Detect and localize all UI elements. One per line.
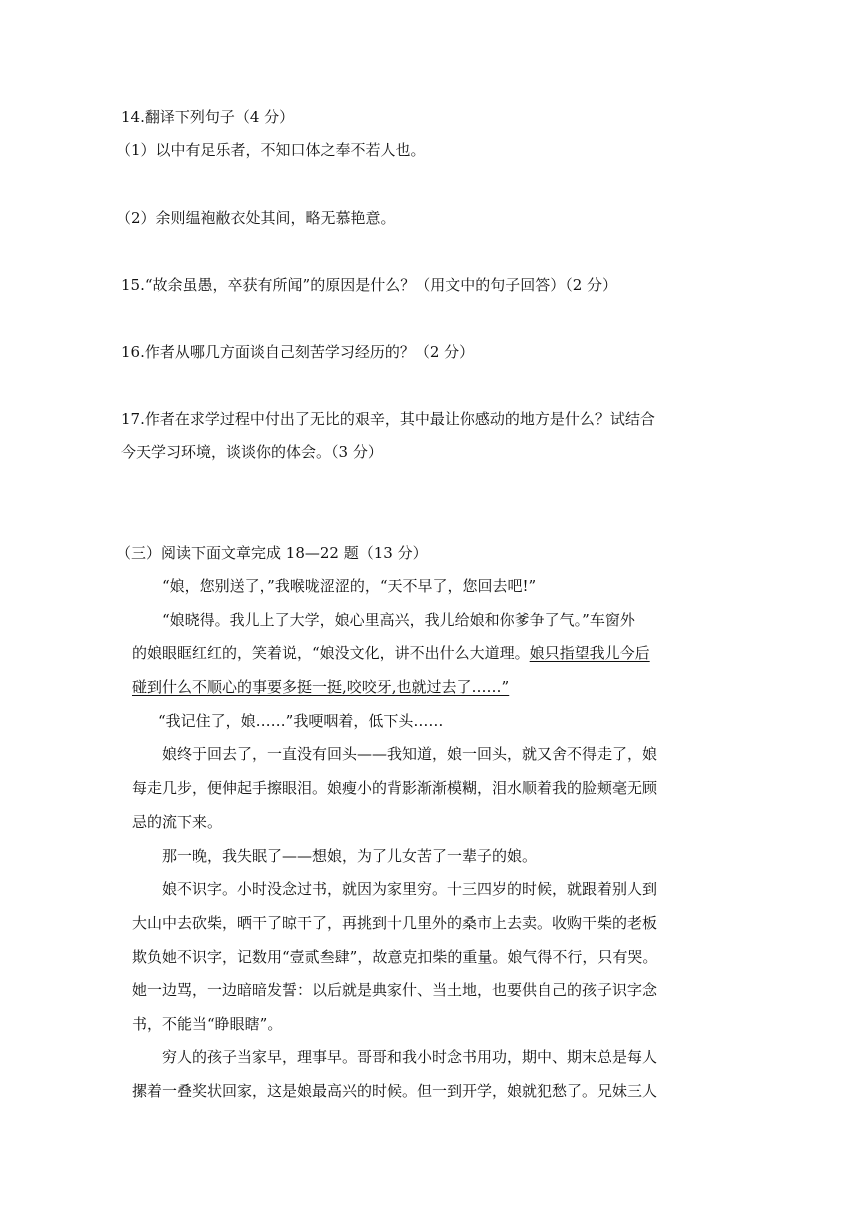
question-16: 16.作者从哪几方面谈自己刻苦学习经历的？（2 分）: [121, 343, 475, 361]
question-14-item-2: （2）余则缊袍敝衣处其间，略无慕艳意。: [116, 209, 396, 227]
section-3-heading: （三）阅读下面文章完成 18—22 题（13 分）: [116, 544, 428, 562]
passage-line: 娘终于回去了，一直没有回头——我知道，娘一回头，就又舍不得走了，娘: [162, 745, 658, 763]
question-17-line-1: 17.作者在求学过程中付出了无比的艰辛，其中最让你感动的地方是什么？试结合: [121, 410, 655, 428]
question-14-item-1: （1）以中有足乐者，不知口体之奉不若人也。: [116, 141, 426, 159]
passage-line: 娘不识字。小时没念过书，就因为家里穷。十三四岁的时候，就跟着别人到: [162, 880, 658, 898]
passage-line: 书，不能当“睁眼瞎”。: [132, 1015, 283, 1033]
passage-line: 每走几步，便伸起手擦眼泪。娘瘦小的背影渐渐模糊，泪水顺着我的脸颊毫无顾: [132, 779, 658, 797]
passage-line: 摞着一叠奖状回家，这是娘最高兴的时候。但一到开学，娘就犯愁了。兄妹三人: [132, 1082, 658, 1100]
question-17-line-2: 今天学习环境，谈谈你的体会。（3 分）: [121, 443, 383, 461]
passage-line: 忌的流下来。: [132, 813, 223, 831]
underlined-sentence: 娘只指望我儿今后: [529, 644, 650, 662]
passage-line: 穷人的孩子当家早，理事早。哥哥和我小时念书用功，期中、期末总是每人: [162, 1048, 658, 1066]
passage-line: “娘晓得。我儿上了大学，娘心里高兴，我儿给娘和你爹争了气。”车窗外: [162, 611, 635, 629]
question-15: 15.“故余虽愚，卒获有所闻”的原因是什么？（用文中的句子回答）（2 分）: [121, 276, 618, 294]
passage-line: “娘，您别送了，”我喉咙涩涩的，“天不早了，您回去吧!”: [162, 577, 537, 595]
passage-line: [132, 643, 732, 663]
passage-line: 大山中去砍柴，晒干了晾干了，再挑到十几里外的桑市上去卖。收购干柴的老板: [132, 914, 658, 932]
question-14-title: 14.翻译下列句子（4 分）: [121, 108, 295, 126]
passage-line: 欺负她不识字，记数用“壹贰叁肆”，故意克扣柴的重量。娘气得不行，只有哭。: [132, 948, 658, 966]
underlined-sentence-continued: 碰到什么不顺心的事要多挺一挺,咬咬牙,也就过去了……”: [132, 678, 510, 696]
passage-line: “我记住了，娘……”我哽咽着，低下头……: [158, 712, 444, 730]
passage-text: 的娘眼眶红红的，笑着说，“娘没文化，讲不出什么大道理。: [132, 644, 530, 662]
passage-line: 那一晚，我失眠了——想娘，为了儿女苦了一辈子的娘。: [162, 847, 538, 865]
passage-line: 她一边骂，一边暗暗发誓：以后就是典家什、当土地，也要供自己的孩子识字念: [132, 981, 658, 999]
